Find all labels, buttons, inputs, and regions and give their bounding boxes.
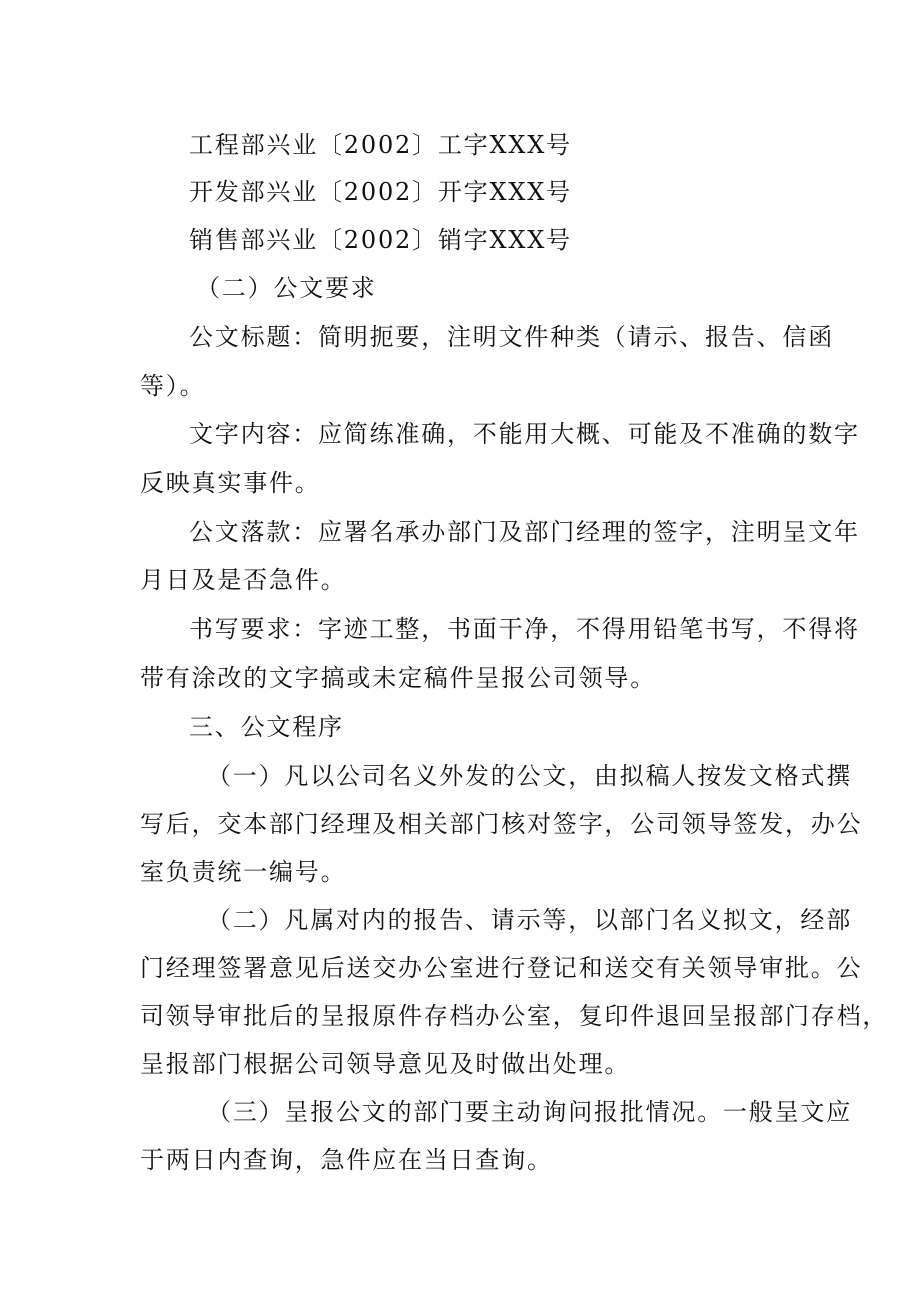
paragraph-procedure-1-cont: 写后，交本部门经理及相关部门核对签字，公司领导签发，办公 xyxy=(140,810,863,838)
paragraph-procedure-1: （一）凡以公司名义外发的公文，由拟稿人按发文格式撰 xyxy=(207,762,852,790)
doc-number-sales: 销售部兴业〔2002〕销字XXX号 xyxy=(189,226,572,254)
paragraph-procedure-2-cont: 门经理签署意见后送交办公室进行登记和送交有关领导审批。公 xyxy=(140,954,863,982)
paragraph-procedure-3: （三）呈报公文的部门要主动询问报批情况。一般呈文应 xyxy=(207,1098,852,1126)
paragraph-title-requirement-cont: 等）。 xyxy=(140,372,206,400)
paragraph-signature-cont: 月日及是否急件。 xyxy=(140,566,347,594)
paragraph-text-content-cont: 反映真实事件。 xyxy=(140,469,321,497)
paragraph-text-content: 文字内容：应简练准确，不能用大概、可能及不准确的数字 xyxy=(189,420,860,448)
paragraph-signature: 公文落款：应署名承办部门及部门经理的签字，注明呈文年 xyxy=(189,518,860,546)
paragraph-writing-requirement: 书写要求：字迹工整，书面干净，不得用铅笔书写，不得将 xyxy=(189,615,860,643)
paragraph-procedure-2: （二）凡属对内的报告、请示等，以部门名义拟文，经部 xyxy=(207,906,852,934)
paragraph-procedure-2-end: 呈报部门根据公司领导意见及时做出处理。 xyxy=(140,1050,631,1078)
paragraph-procedure-3-end: 于两日内查询，急件应在当日查询。 xyxy=(140,1146,553,1174)
doc-number-development: 开发部兴业〔2002〕开字XXX号 xyxy=(189,178,572,206)
paragraph-procedure-2-cont2: 司领导审批后的呈报原件存档办公室，复印件退回呈报部门存档， xyxy=(140,1002,889,1030)
paragraph-writing-requirement-cont: 带有涂改的文字搞或未定稿件呈报公司领导。 xyxy=(140,664,656,692)
doc-number-engineering: 工程部兴业〔2002〕工字XXX号 xyxy=(189,131,572,159)
section-heading-requirements: （二）公文要求 xyxy=(196,274,377,302)
section-heading-procedure: 三、公文程序 xyxy=(189,713,344,741)
paragraph-title-requirement: 公文标题：简明扼要，注明文件种类（请示、报告、信函 xyxy=(189,323,834,351)
paragraph-procedure-1-end: 室负责统一编号。 xyxy=(140,858,347,886)
